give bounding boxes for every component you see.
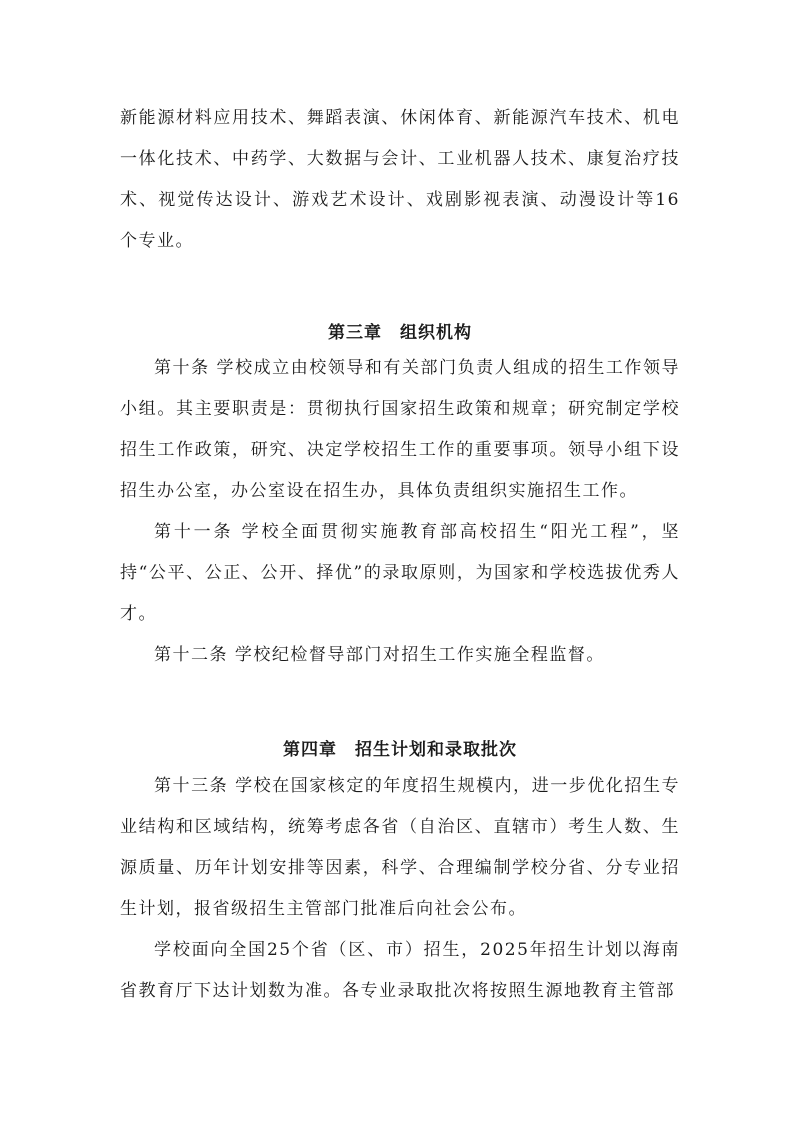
chapter-3-body [120,348,680,676]
article-11-paragraph: 第十一条 学校全面贯彻实施教育部高校招生“阳光工程”，坚持“公平、公正、公开、择优”的录取原则，为国家和学校选拔优秀人才。 [120,522,680,624]
article-12-paragraph: 第十二条 学校纪检督导部门对招生工作实施全程监督。 [154,645,605,665]
chapter-4-title: 第四章 招生计划和录取批次 [283,740,517,760]
chapter-3-title: 第三章 组织机构 [328,323,472,343]
enrollment-plan-paragraph: 学校面向全国25个省（区、市）招生，2025年招生计划以海南省教育厅下达计划数为准。各专业录取批次将按照生源地教育主管部 [120,940,680,1001]
intro-paragraph-block [120,98,680,262]
intro-paragraph: 新能源材料应用技术、舞蹈表演、休闲体育、新能源汽车技术、机电一体化技术、中药学、大数据与会计、工业机器人技术、康复治疗技术、视觉传达设计、游戏艺术设计、戏剧影视表演、动漫设计等16个专业。 [120,108,680,251]
chapter-4-body [120,766,680,1012]
article-10-paragraph: 第十条 学校成立由校领导和有关部门负责人组成的招生工作领导小组。其主要职责是：贯彻执行国家招生政策和规章；研究制定学校招生工作政策，研究、决定学校招生工作的重要事项。领导小组下设招生办公室，办公室设在招生办，具体负责组织实施招生工作。 [120,358,680,501]
article-13-paragraph: 第十三条 学校在国家核定的年度招生规模内，进一步优化招生专业结构和区域结构，统筹考虑各省（自治区、直辖市）考生人数、生源质量、历年计划安排等因素，科学、合理编制学校分省、分专业招生计划，报省级招生主管部门批准后向社会公布。 [120,776,680,919]
